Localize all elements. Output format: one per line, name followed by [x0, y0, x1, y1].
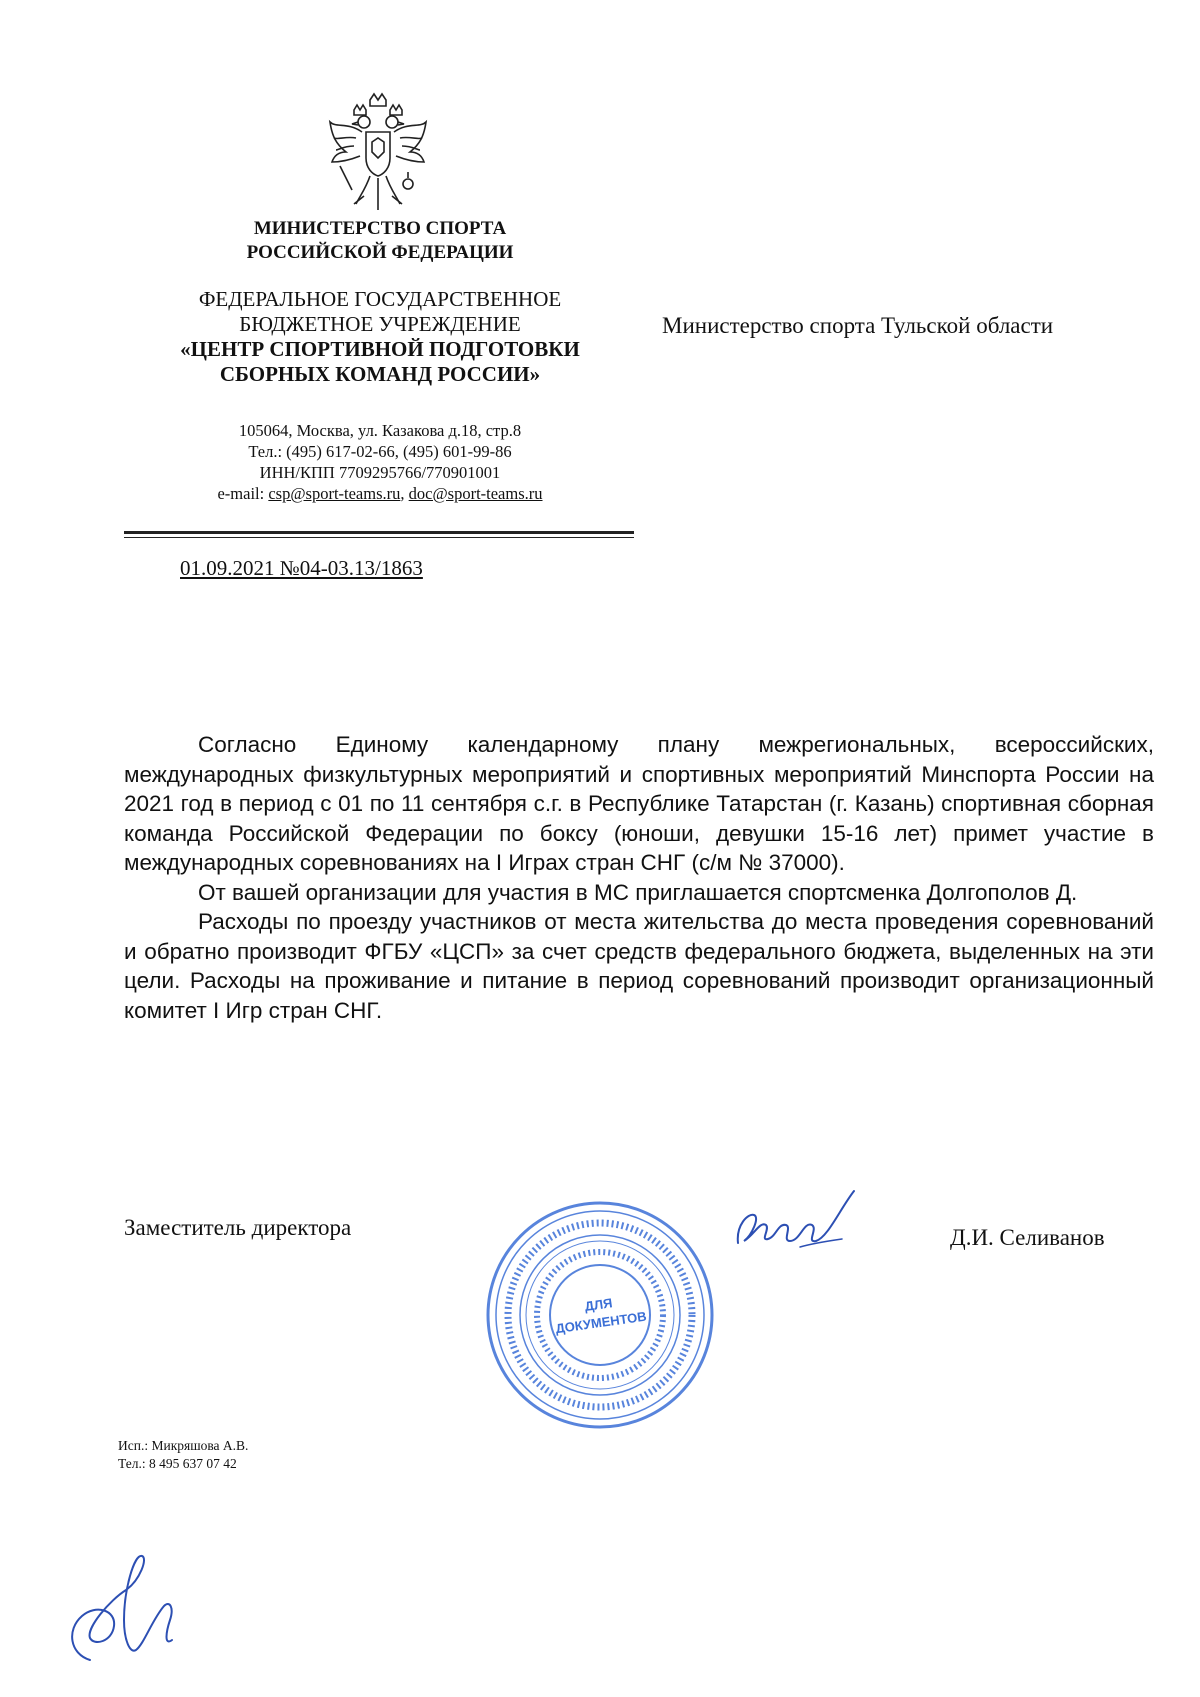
initial-signature-icon [60, 1550, 190, 1670]
stamp-text-line-2: ДОКУМЕНТОВ [554, 1308, 648, 1337]
address: 105064, Москва, ул. Казакова д.18, стр.8 [238, 421, 522, 440]
ministry-line-1: МИНИСТЕРСТВО СПОРТА [253, 218, 507, 239]
paragraph-2: От вашей организации для участия в МС приглашается спортсменка Долгополов Д. [198, 879, 1078, 905]
executor-info [118, 1437, 248, 1473]
email-link-csp[interactable]: csp@sport-teams.ru [268, 484, 401, 503]
recipient: Министерство спорта Тульской области [662, 313, 1054, 338]
letter-body [124, 730, 1154, 1025]
letterhead-divider-thick [124, 531, 634, 534]
ministry-name [160, 217, 600, 265]
inn-kpp: ИНН/КПП 7709295766/770901001 [259, 463, 501, 482]
institution-line-3: «ЦЕНТР СПОРТИВНОЙ ПОДГОТОВКИ [180, 337, 580, 361]
handwritten-signature-icon [730, 1185, 860, 1265]
institution-line-2: БЮДЖЕТНОЕ УЧРЕЖДЕНИЕ [239, 312, 521, 336]
signatory-name: Д.И. Селиванов [950, 1225, 1105, 1250]
phone: Тел.: (495) 617-02-66, (495) 601-99-86 [248, 442, 512, 461]
email-separator: , [400, 484, 409, 503]
round-seal-stamp-icon [480, 1195, 720, 1435]
executor-name: Исп.: Микряшова А.В. [118, 1438, 249, 1453]
stamp-text-line-1: ДЛЯ [583, 1295, 614, 1314]
institution-name [130, 287, 630, 387]
institution-contacts [150, 420, 610, 504]
institution-line-4: СБОРНЫХ КОМАНД РОССИИ» [219, 362, 541, 386]
paragraph-1: Согласно Единому календарному плану межрегиональных, всероссийских, международных физкультурных мероприятий и спортивных мероприятий Минспорта России на 2021 год в период с 01 по 11 сентября с.г. в Республике Татарстан (г. Казань) спортивная сборная команда Российской Федерации по боксу (юноши, девушки 15-16 лет) примет участие в международных соревнованиях на I Играх стран СНГ (с/м № 37000). [124, 732, 1154, 875]
ministry-line-2: РОССИЙСКОЙ ФЕДЕРАЦИИ [246, 242, 514, 263]
email-line [150, 483, 610, 504]
institution-line-1: ФЕДЕРАЛЬНОЕ ГОСУДАРСТВЕННОЕ [198, 287, 562, 311]
paragraph-3: Расходы по проезду участников от места жительства до места проведения соревнований и обратно производит ФГБУ «ЦСП» за счет средств федерального бюджета, выделенных на эти цели. Расходы на проживание и питание в период соревнований производит организационный комитет I Игр стран СНГ. [124, 909, 1154, 1023]
email-label: e-mail: [217, 484, 269, 503]
signatory-title: Заместитель директора [124, 1215, 352, 1240]
email-link-doc[interactable]: doc@sport-teams.ru [408, 484, 543, 503]
letterhead-divider-thin [124, 537, 634, 538]
reference-number: 01.09.2021 №04-03.13/1863 [180, 556, 423, 580]
russian-coat-of-arms-icon [326, 92, 430, 216]
executor-phone: Тел.: 8 495 637 07 42 [118, 1456, 237, 1471]
